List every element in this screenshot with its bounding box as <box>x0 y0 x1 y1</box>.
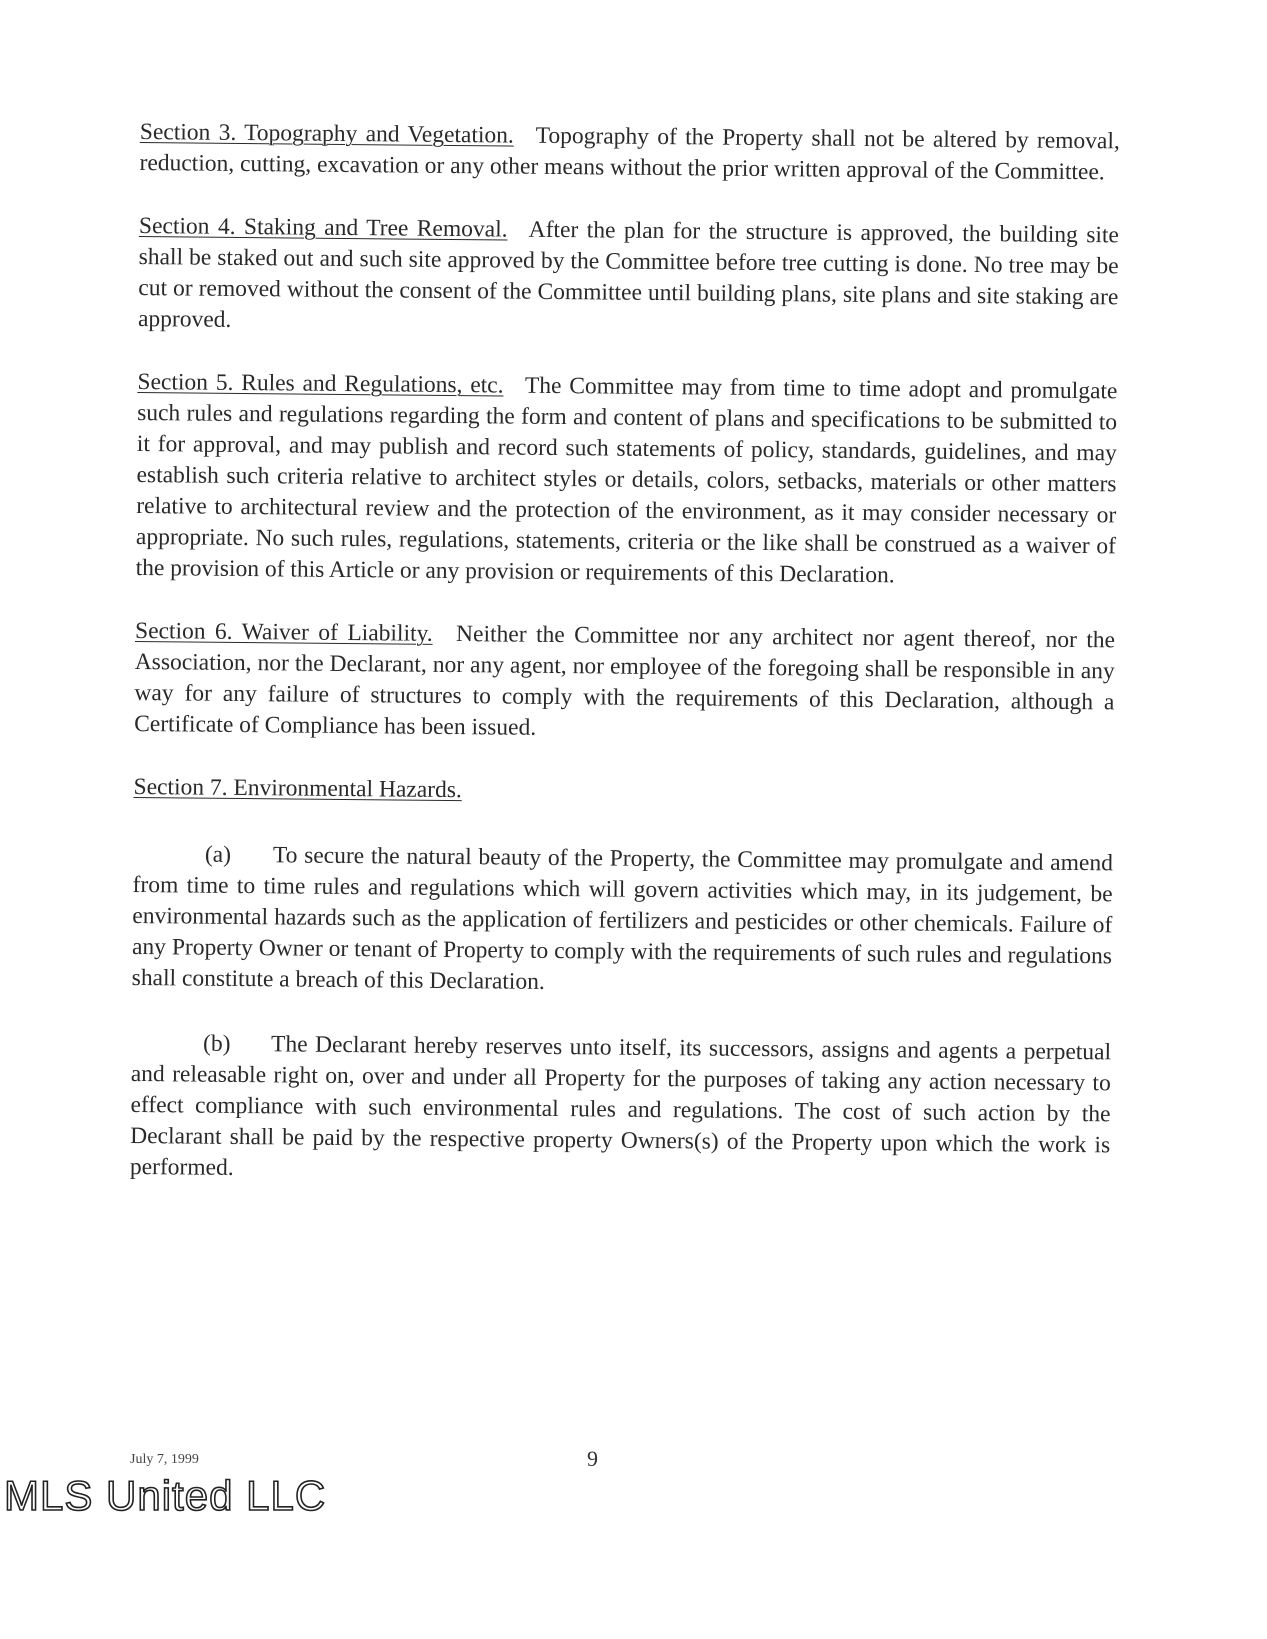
paragraph-b-text: The Declarant hereby reserves unto itself, its successors, assigns and agents a perpetual and releasable right on, over and under all Property for the purposes of taking any action necessary to effect compliance with such environmental rules and regulations. The cost of such action by the Declarant shall be paid by the respective property Owners(s) of the Property upon which the work is performed. <box>129 1031 1112 1181</box>
section-3-text: Topography of the Property shall not be altered by removal, reduction, cutting, excavation or any other means without the prior written approval of the Committee. <box>139 122 1120 186</box>
section-5 <box>136 367 1118 593</box>
paragraph-b-label: (b) <box>202 1030 231 1057</box>
section-5-text: The Committee may from time to time adopt and promulgate such rules and regulations regarding the form and content of plans and specifications to be submitted to it for approval, and may publish and record such statements of policy, standards, guidelines, and may establish such criteria relative to architect styles or details, colors, setbacks, materials or other matters relative to architectural review and the protection of the environment, as it may consider necessary or appropriate. No such rules, regulations, statements, criteria or the like shall be construed as a waiver of the provision of this Article or any provision or requirements of this Declaration. <box>135 372 1118 589</box>
footer-date: July 7, 1999 <box>130 1452 199 1467</box>
document-body <box>129 117 1120 1226</box>
paragraph-a-label: (a) <box>204 841 232 868</box>
section-4 <box>138 211 1119 344</box>
section-5-paragraph <box>136 367 1118 593</box>
section-6-text: Neither the Committee nor any architect nor agent thereof, nor the Association, nor the Declarant, nor any agent, nor employee of the foregoing shall be responsible in any way for any failure of structures to comply with the requirements of this Declaration, although a Certificate of Compliance has been issued. <box>134 621 1116 741</box>
page-number: 9 <box>587 1446 598 1471</box>
section-4-heading: Section 4. Staking and Tree Removal. <box>138 212 508 243</box>
section-6-paragraph <box>134 616 1115 749</box>
section-5-heading: Section 5. Rules and Regulations, etc. <box>137 368 504 399</box>
section-6-heading: Section 6. Waiver of Liability. <box>134 617 433 647</box>
section-7-paragraph-b <box>130 1028 1111 1192</box>
section-6 <box>134 616 1115 749</box>
section-3-heading: Section 3. Topography and Vegetation. <box>139 118 514 149</box>
paragraph-a-text: To secure the natural beauty of the Property, the Committee may promulgate and amend from time to time rules and regulations which will govern activities which may, in its judgement, be environmental hazards such as the application of fertilizers and pesticides or other chemicals. Failure of any Property Owner or tenant of Property to comply with the requirements of such rules and regulations shall constitute a breach of this Declaration. <box>131 842 1114 995</box>
section-7-title <box>133 772 1113 812</box>
section-7-paragraph-a <box>132 839 1113 1003</box>
watermark-logo: MLS United LLC <box>4 1472 327 1519</box>
section-4-text: After the plan for the structure is approved, the building site shall be staked out and such site approved by the Committee before tree cutting is done. No tree may be cut or removed without the consent of the Committee until building plans, site plans and site staking are approved. <box>137 216 1120 333</box>
section-3-paragraph <box>139 117 1120 188</box>
section-3 <box>139 117 1120 188</box>
section-4-paragraph <box>138 211 1119 344</box>
section-7-heading: Section 7. Environmental Hazards. <box>133 773 462 804</box>
